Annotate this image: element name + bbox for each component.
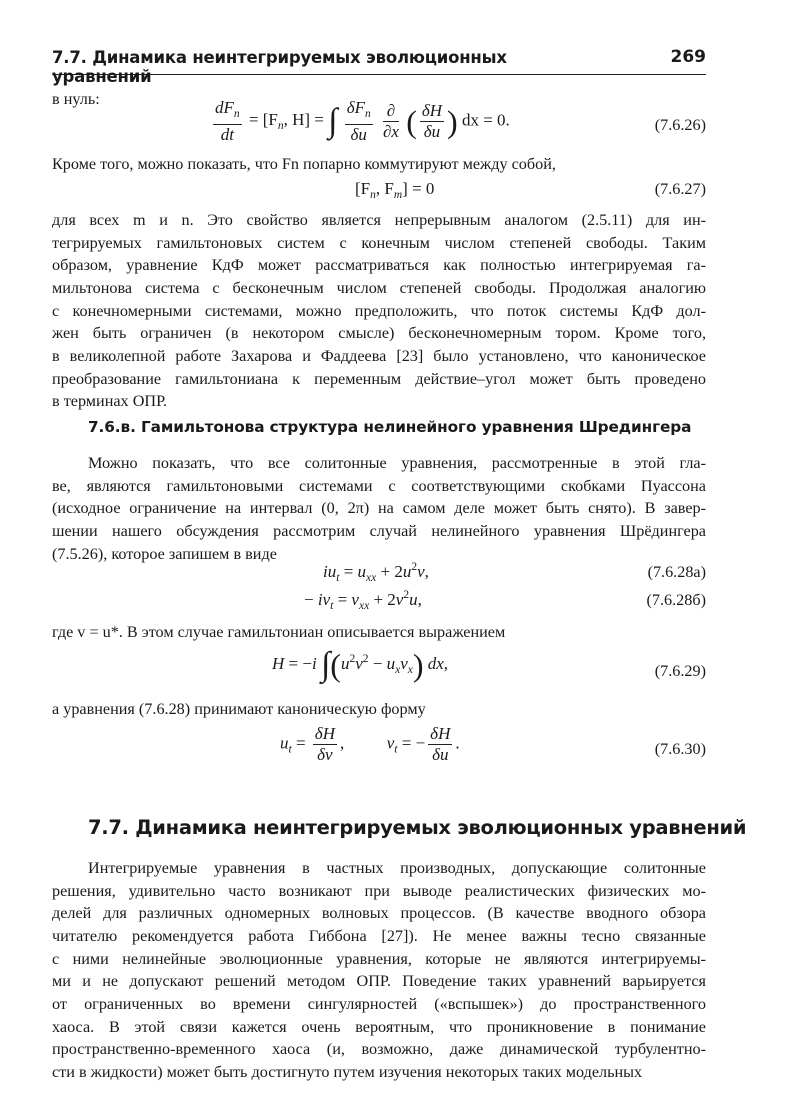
equation-number-7-6-28b: (7.6.28б)	[646, 591, 706, 609]
text-line: от ограниченных во времени сингулярностей («вспышек») до пространственного	[52, 994, 706, 1013]
text-line: ве, являются гамильтоновыми системами с соответствующими скобками Пуассона	[52, 476, 706, 495]
equation-7-6-28b: − $iv_t = v_{xx} + 2v^2u$,	[304, 589, 422, 612]
text-line: сти в жидкости) может быть достигнуто путем изучения некоторых таких модельных	[52, 1062, 643, 1081]
text-line: тегрируемых гамильтоновых систем с конечным числом степеней свободы. Таким	[52, 233, 706, 252]
subsection-title: 7.6.в. Гамильтонова структура нелинейного уравнения Шредингера	[88, 418, 692, 436]
text-line: с ними нелинейные эволюционные уравнения, которые не являются интегрируемы-	[52, 949, 706, 968]
text-line: в великолепной работе Захарова и Фаддеева [23] было установлено, что каноническое	[52, 346, 706, 365]
text-line: для всех m и n. Это свойство является непрерывным аналогом (2.5.11) для ин-	[52, 211, 706, 229]
equation-number-7-6-27: (7.6.27)	[654, 180, 706, 198]
integral-sign: ∫	[328, 102, 338, 140]
text-line: (7.5.26), которое запишем в виде	[52, 544, 277, 563]
equation-7-6-28a: $iu_t = u_{xx} + 2u^2v$,	[323, 561, 429, 584]
paragraph-kdv-hamiltonian	[52, 209, 706, 413]
text-line: шении нашего обсуждения рассмотрим случай нелинейного уравнения Шрёдингера	[52, 521, 706, 540]
paragraph-commute: Кроме того, можно показать, что Fn попарно коммутируют между собой,	[52, 155, 556, 173]
text-line: мильтонова система с бесконечным числом степеней свободы. Продолжая аналогию	[52, 278, 706, 297]
equation-number-7-6-30: (7.6.30)	[654, 740, 706, 758]
text-line: преобразование гамильтониана к переменным действие–угол может быть проведено	[52, 369, 706, 388]
equation-7-6-29: H = −i $\int(u^2v^2 - u_xv_x)$ dx,	[272, 646, 449, 683]
fraction-dH-du: $\frac{\delta H}{\delta u}$	[421, 101, 443, 141]
text-line: жен быть ограничен (в некотором смысле) бесконечномерным тором. Кроме того,	[52, 324, 706, 343]
fraction-dFn-du: $\frac{\delta F_n}{\delta u}$	[346, 98, 371, 144]
paragraph-canonical-form: а уравнения (7.6.28) принимают каноническую форму	[52, 700, 426, 718]
paragraph-hamiltonian-intro: где v = u*. В этом случае гамильтониан описывается выражением	[52, 623, 506, 641]
page-number: 269	[670, 47, 706, 67]
running-header	[52, 44, 706, 86]
equation-number-7-6-26: (7.6.26)	[654, 116, 706, 134]
fraction-d-dx: $\frac{\partial}{\partial x}$	[383, 101, 399, 141]
text-line: (исходное ограничение на интервал (0, 2π) на самом деле может быть снято). В завер-	[52, 499, 706, 518]
paragraph-nonintegrable	[52, 857, 706, 1084]
section-title: 7.7. Динамика неинтегрируемых эволюционных уравнений	[88, 816, 747, 839]
text-line: с конечномерными системами, можно предположить, что поток системы КдФ дол-	[52, 301, 706, 320]
running-title: 7.7. Динамика неинтегрируемых эволюционных уравнений	[52, 48, 507, 86]
intro-text: в нуль:	[52, 90, 100, 108]
equation-7-6-30: $u_t$ = $\frac{\delta H}{\delta v}$ , $v_t$ = − $\frac{\delta H}{\delta u}$ .	[280, 724, 460, 764]
paragraph-soliton-equations	[52, 452, 706, 565]
text-line: хаоса. В этой связи кажется очень вероятным, что проникновение в понимание	[52, 1017, 706, 1036]
equation-7-6-26: $\frac{dF_n}{dt}$ = [$F_n$, H] = ∫ $\frac{\delta F_n}{\delta u}$ $\frac{\partial}{\partial x}$ ( $\frac{\delta H}{\delta u}$ ) dx = 0.	[215, 98, 510, 144]
text-line: решения, удивительно часто возникают при выводе реалистических физических мо-	[52, 881, 706, 900]
equation-number-7-6-29: (7.6.29)	[654, 662, 706, 680]
text-line: образом, уравнение КдФ может рассматриваться как полностью интегрируемая га-	[52, 256, 706, 275]
text-line: делей для различных одномерных волновых процессов. (В качестве вводного обзора	[52, 904, 706, 923]
text-line: ми и не допускают решений методом ОПР. Поведение таких уравнений варьируется	[52, 972, 706, 991]
text-line: Можно показать, что все солитонные уравнения, рассмотренные в этой гла-	[88, 454, 706, 472]
poisson-bracket: = [$F_n$, H] =	[248, 110, 324, 133]
equation-tail: dx = 0.	[461, 110, 510, 130]
equation-number-7-6-28a: (7.6.28a)	[647, 563, 706, 581]
text-line: Интегрируемые уравнения в частных производных, допускающие солитонные	[88, 859, 706, 877]
fraction-dFn-dt: $\frac{dF_n}{dt}$	[215, 98, 240, 144]
text-line: пространственно-временного хаоса (и, возможно, даже динамической турбулентно-	[52, 1040, 706, 1059]
text-line: читателю рекомендуется работа Гиббона [27]). Не менее важны тесно связанные	[52, 926, 706, 945]
text-line: в терминах ОПР.	[52, 392, 168, 411]
equation-7-6-27: [$F_n$, $F_m] = 0$	[355, 179, 435, 201]
